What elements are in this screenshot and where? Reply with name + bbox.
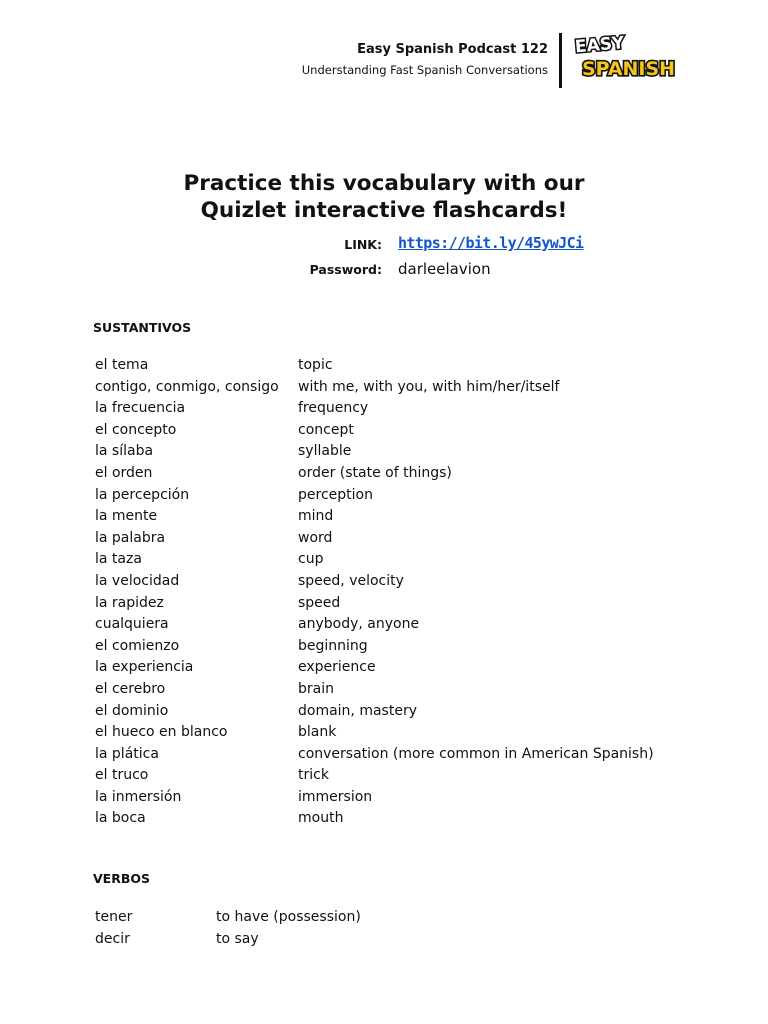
logo-text-top: EASY bbox=[574, 33, 626, 58]
spanish-term: la inmersión bbox=[95, 788, 182, 805]
page-heading bbox=[0, 170, 768, 224]
spanish-term: la frecuencia bbox=[95, 400, 186, 417]
vocab-row bbox=[95, 636, 654, 658]
english-translation: beginning bbox=[298, 637, 368, 654]
vocab-row bbox=[95, 614, 654, 636]
easy-spanish-logo bbox=[572, 33, 678, 81]
spanish-term: el hueco en blanco bbox=[95, 724, 228, 741]
spanish-term: la palabra bbox=[95, 529, 166, 546]
english-translation: topic bbox=[298, 357, 333, 373]
vocab-row bbox=[95, 377, 654, 399]
spanish-term: la boca bbox=[95, 810, 146, 827]
vocab-row bbox=[95, 929, 361, 951]
english-translation: speed bbox=[298, 594, 341, 611]
english-translation: trick bbox=[298, 767, 329, 784]
english-translation: perception bbox=[298, 486, 373, 503]
vocab-row bbox=[95, 549, 654, 571]
vocab-row bbox=[95, 506, 654, 528]
spanish-term: la velocidad bbox=[95, 572, 180, 589]
vocab-row bbox=[95, 787, 654, 809]
link-label: LINK: bbox=[344, 237, 382, 252]
spanish-term: el comienzo bbox=[95, 637, 180, 654]
english-translation: experience bbox=[298, 659, 376, 676]
spanish-term: tener bbox=[95, 909, 133, 925]
podcast-subtitle: Understanding Fast Spanish Conversations bbox=[301, 63, 548, 77]
password-label: Password: bbox=[309, 262, 382, 277]
vocab-row bbox=[95, 528, 654, 550]
vocab-row bbox=[95, 420, 654, 442]
spanish-term: el cerebro bbox=[95, 680, 166, 697]
english-translation: with me, with you, with him/her/itself bbox=[298, 378, 560, 395]
english-translation: speed, velocity bbox=[298, 572, 404, 589]
vocab-row bbox=[95, 485, 654, 507]
english-translation: to say bbox=[216, 930, 259, 947]
english-translation: word bbox=[298, 529, 333, 546]
english-translation: cup bbox=[298, 551, 324, 568]
vocab-row bbox=[95, 765, 654, 787]
vocab-row bbox=[95, 907, 361, 929]
spanish-term: el concepto bbox=[95, 421, 177, 438]
english-translation: conversation (more common in American Spanish) bbox=[298, 745, 654, 762]
english-translation: syllable bbox=[298, 443, 352, 460]
vocab-row bbox=[95, 657, 654, 679]
sustantivos-heading: SUSTANTIVOS bbox=[93, 320, 192, 335]
english-translation: immersion bbox=[298, 788, 373, 805]
english-translation: blank bbox=[298, 724, 337, 741]
spanish-term: el truco bbox=[95, 767, 149, 784]
vocab-row bbox=[95, 571, 654, 593]
spanish-term: la mente bbox=[95, 508, 158, 525]
spanish-term: la sílaba bbox=[95, 443, 154, 460]
verbos-list bbox=[95, 907, 361, 950]
verbos-heading: VERBOS bbox=[93, 871, 150, 886]
header-divider bbox=[559, 33, 562, 88]
sustantivos-list bbox=[95, 355, 654, 830]
spanish-term: la taza bbox=[95, 551, 142, 568]
spanish-term: el tema bbox=[95, 357, 149, 373]
english-translation: mind bbox=[298, 508, 334, 525]
spanish-term: la experiencia bbox=[95, 659, 194, 676]
english-translation: domain, mastery bbox=[298, 702, 417, 719]
heading-line-2: Quizlet interactive flashcards! bbox=[200, 198, 568, 223]
vocab-row bbox=[95, 441, 654, 463]
vocab-row bbox=[95, 593, 654, 615]
english-translation: anybody, anyone bbox=[298, 616, 420, 633]
spanish-term: cualquiera bbox=[95, 616, 169, 633]
vocab-row bbox=[95, 701, 654, 723]
spanish-term: contigo, conmigo, consigo bbox=[95, 378, 279, 395]
english-translation: mouth bbox=[298, 810, 344, 827]
logo-text-bottom: SPANISH bbox=[582, 58, 675, 80]
podcast-title: Easy Spanish Podcast 122 bbox=[357, 42, 548, 57]
vocab-row bbox=[95, 722, 654, 744]
spanish-term: la plática bbox=[95, 745, 159, 762]
vocab-row bbox=[95, 463, 654, 485]
spanish-term: el dominio bbox=[95, 702, 169, 719]
vocab-row bbox=[95, 398, 654, 420]
password-value: darleelavion bbox=[398, 260, 491, 278]
english-translation: frequency bbox=[298, 400, 369, 417]
vocab-row bbox=[95, 808, 654, 830]
english-translation: concept bbox=[298, 421, 354, 438]
vocab-row bbox=[95, 355, 654, 377]
spanish-term: el orden bbox=[95, 464, 153, 481]
vocab-row bbox=[95, 744, 654, 766]
quizlet-link[interactable]: https://bit.ly/45ywJCi bbox=[398, 234, 584, 252]
vocab-row bbox=[95, 679, 654, 701]
spanish-term: la percepción bbox=[95, 486, 190, 503]
english-translation: to have (possession) bbox=[216, 909, 361, 925]
english-translation: order (state of things) bbox=[298, 464, 452, 481]
spanish-term: la rapidez bbox=[95, 594, 164, 611]
english-translation: brain bbox=[298, 680, 334, 697]
spanish-term: decir bbox=[95, 930, 130, 947]
heading-line-1: Practice this vocabulary with our bbox=[183, 171, 585, 196]
